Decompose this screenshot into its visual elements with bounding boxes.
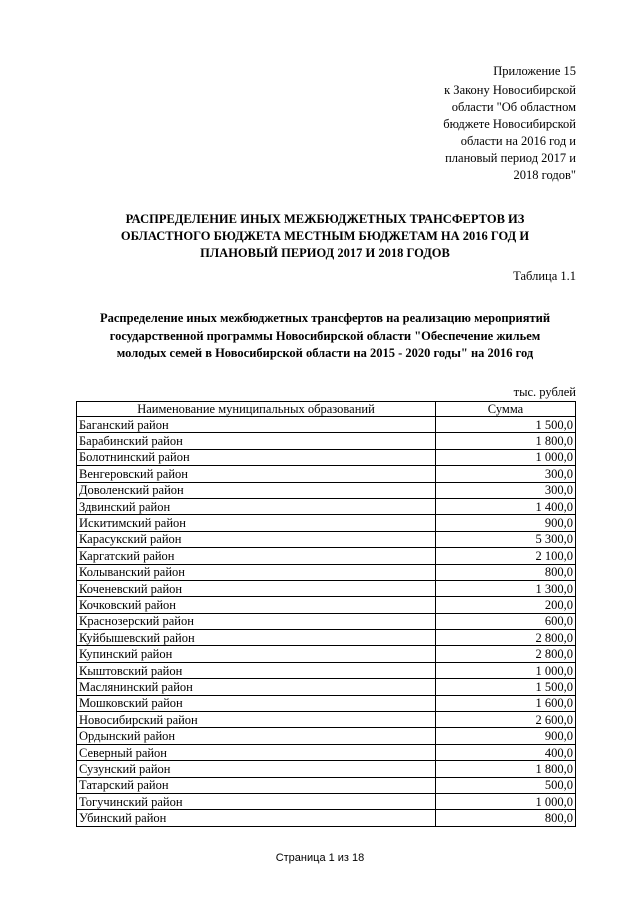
sum-value: 900,0 xyxy=(436,728,576,744)
appendix-line: плановый период 2017 и xyxy=(445,151,576,165)
subtitle-line: государственной программы Новосибирской области "Обеспечение жильем xyxy=(109,328,541,343)
sum-value: 300,0 xyxy=(436,466,576,482)
sum-value: 1 400,0 xyxy=(436,498,576,514)
table-row xyxy=(77,695,576,711)
sum-value: 300,0 xyxy=(436,482,576,498)
sum-value: 900,0 xyxy=(436,515,576,531)
sum-value: 1 500,0 xyxy=(436,417,576,433)
municipality-name: Татарский район xyxy=(77,777,436,793)
sum-value: 1 300,0 xyxy=(436,580,576,596)
sum-value: 600,0 xyxy=(436,613,576,629)
sum-value: 2 800,0 xyxy=(436,630,576,646)
table-row xyxy=(77,646,576,662)
municipality-name: Кыштовский район xyxy=(77,662,436,678)
municipality-name: Колыванский район xyxy=(77,564,436,580)
table-row xyxy=(77,728,576,744)
table-label: Таблица 1.1 xyxy=(513,269,576,283)
appendix-line: к Закону Новосибирской xyxy=(444,83,576,97)
table-row xyxy=(77,597,576,613)
table-row xyxy=(77,613,576,629)
sum-value: 1 500,0 xyxy=(436,679,576,695)
municipality-name: Маслянинский район xyxy=(77,679,436,695)
municipality-name: Ордынский район xyxy=(77,728,436,744)
table-row xyxy=(77,777,576,793)
table-header-row xyxy=(77,402,576,417)
municipality-name: Северный район xyxy=(77,744,436,760)
municipality-name: Коченевский район xyxy=(77,580,436,596)
table-row xyxy=(77,515,576,531)
municipality-name: Новосибирский район xyxy=(77,712,436,728)
title-line: РАСПРЕДЕЛЕНИЕ ИНЫХ МЕЖБЮДЖЕТНЫХ ТРАНСФЕРТОВ ИЗ xyxy=(125,212,525,226)
municipality-name: Искитимский район xyxy=(77,515,436,531)
table-row xyxy=(77,662,576,678)
page-footer: Страница 1 из 18 xyxy=(275,852,365,864)
municipality-name: Куйбышевский район xyxy=(77,630,436,646)
table-row xyxy=(77,744,576,760)
unit-label: тыс. рублей xyxy=(513,385,576,399)
table-row xyxy=(77,679,576,695)
appendix-line: области "Об областном xyxy=(451,100,576,114)
table-row xyxy=(77,466,576,482)
table-row xyxy=(77,630,576,646)
sum-value: 500,0 xyxy=(436,777,576,793)
municipality-name: Тогучинский район xyxy=(77,793,436,809)
municipality-name: Баганский район xyxy=(77,417,436,433)
sum-value: 1 600,0 xyxy=(436,695,576,711)
municipality-name: Купинский район xyxy=(77,646,436,662)
table-row xyxy=(77,793,576,809)
sum-value: 800,0 xyxy=(436,564,576,580)
municipality-name: Доволенский район xyxy=(77,482,436,498)
municipality-name: Кочковский район xyxy=(77,597,436,613)
municipality-name: Сузунский район xyxy=(77,761,436,777)
sum-value: 2 100,0 xyxy=(436,548,576,564)
municipality-name: Барабинский район xyxy=(77,433,436,449)
sum-value: 2 600,0 xyxy=(436,712,576,728)
subtitle-line: молодых семей в Новосибирской области на 2015 - 2020 годы" на 2016 год xyxy=(116,346,534,360)
table-body xyxy=(77,417,576,827)
sum-value: 1 000,0 xyxy=(436,793,576,809)
table-row xyxy=(77,449,576,465)
municipality-name: Краснозерский район xyxy=(77,613,436,629)
sum-value: 1 000,0 xyxy=(436,449,576,465)
sum-value: 1 800,0 xyxy=(436,761,576,777)
appendix-block xyxy=(406,63,576,184)
sum-value: 800,0 xyxy=(436,810,576,826)
municipality-name: Убинский район xyxy=(77,810,436,826)
table-row xyxy=(77,564,576,580)
table-row xyxy=(77,531,576,547)
municipality-name: Карасукский район xyxy=(77,531,436,547)
table-row xyxy=(77,417,576,433)
table-row xyxy=(77,761,576,777)
municipality-name: Болотнинский район xyxy=(77,449,436,465)
column-header-municipality: Наименование муниципальных образований xyxy=(77,402,436,417)
sum-value: 5 300,0 xyxy=(436,531,576,547)
table-row xyxy=(77,580,576,596)
appendix-number: Приложение 15 xyxy=(493,64,576,78)
municipality-name: Каргатский район xyxy=(77,548,436,564)
table-subtitle xyxy=(80,310,570,363)
sum-value: 1 800,0 xyxy=(436,433,576,449)
appendix-line: области на 2016 год и xyxy=(460,134,576,148)
title-line: ОБЛАСТНОГО БЮДЖЕТА МЕСТНЫМ БЮДЖЕТАМ НА 2016 ГОД И xyxy=(120,229,530,243)
table-row xyxy=(77,482,576,498)
document-title xyxy=(90,211,560,262)
sum-value: 200,0 xyxy=(436,597,576,613)
subtitle-line: Распределение иных межбюджетных трансфертов на реализацию мероприятий xyxy=(99,311,551,325)
municipality-name: Мошковский район xyxy=(77,695,436,711)
table-row xyxy=(77,548,576,564)
table-row xyxy=(77,498,576,514)
appendix-line: бюджете Новосибирской xyxy=(443,117,576,131)
sum-value: 1 000,0 xyxy=(436,662,576,678)
sum-value: 400,0 xyxy=(436,744,576,760)
table-row xyxy=(77,712,576,728)
municipality-name: Венгеровский район xyxy=(77,466,436,482)
municipality-name: Здвинский район xyxy=(77,498,436,514)
transfers-table xyxy=(76,401,576,827)
appendix-line: 2018 годов" xyxy=(513,168,576,182)
sum-value: 2 800,0 xyxy=(436,646,576,662)
table-row xyxy=(77,433,576,449)
column-header-sum: Сумма xyxy=(436,402,576,417)
table-row xyxy=(77,810,576,826)
title-line: ПЛАНОВЫЙ ПЕРИОД 2017 И 2018 ГОДОВ xyxy=(200,246,450,260)
